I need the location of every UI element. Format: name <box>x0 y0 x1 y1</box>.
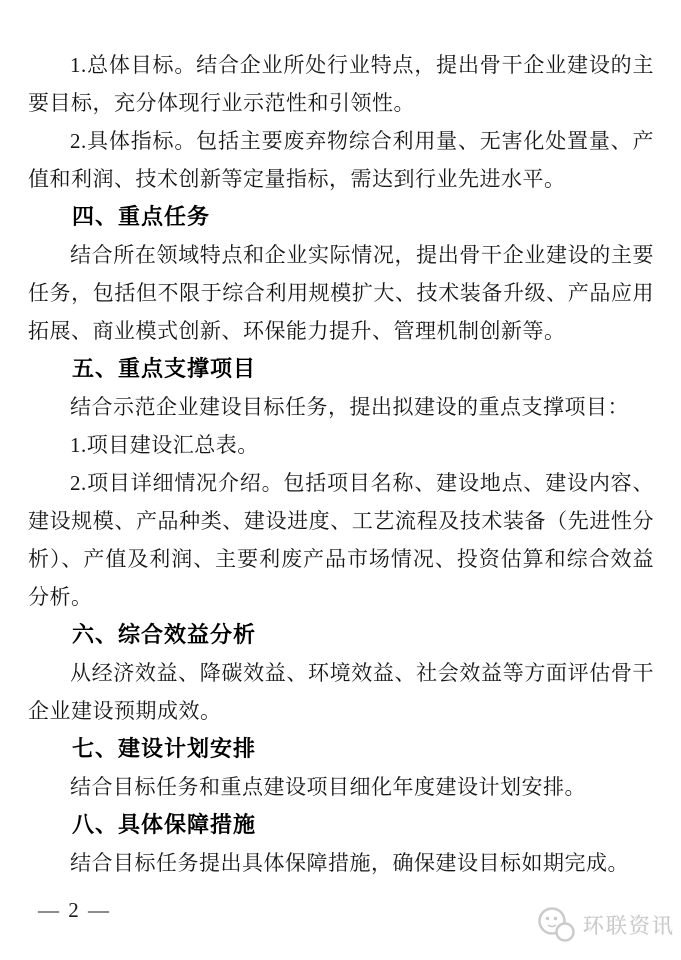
paragraph-support-projects-intro: 结合示范企业建设目标任务，提出拟建设的重点支撑项目： <box>70 395 629 419</box>
chat-bubbles-logo-icon <box>536 905 578 947</box>
watermark-brand-text: 环联资讯 <box>583 914 675 938</box>
watermark <box>536 904 675 948</box>
heading-key-support-projects: 五、重点支撑项目 <box>72 356 257 381</box>
heading-comprehensive-benefit-analysis: 六、综合效益分析 <box>72 622 257 647</box>
paragraph-safeguard-measures: 结合目标任务提出具体保障措施，确保建设目标如期完成。 <box>70 851 629 875</box>
heading-construction-plan: 七、建设计划安排 <box>72 736 257 761</box>
paragraph-key-tasks: 结合所在领域特点和企业实际情况，提出骨干企业建设的主要任务，包括但不限于综合利用规模扩大、技术装备升级、产品应用拓展、商业模式创新、环保能力提升、管理机制创新等。 <box>28 243 654 343</box>
paragraph-overall-goal: 1.总体目标。结合企业所处行业特点，提出骨干企业建设的主要目标，充分体现行业示范性和引领性。 <box>28 53 654 115</box>
heading-safeguard-measures: 八、具体保障措施 <box>72 812 257 837</box>
paragraph-project-summary-table: 1.项目建设汇总表。 <box>70 433 259 457</box>
paragraph-project-details: 2.项目详细情况介绍。包括项目名称、建设地点、建设内容、建设规模、产品种类、建设进度、工艺流程及技术装备（先进性分析）、产值及利润、主要利废产品市场情况、投资估算和综合效益分析。 <box>28 471 654 609</box>
paragraph-benefit-analysis: 从经济效益、降碳效益、环境效益、社会效益等方面评估骨干企业建设预期成效。 <box>28 661 654 723</box>
paragraph-specific-indicators: 2.具体指标。包括主要废弃物综合利用量、无害化处置量、产值和利润、技术创新等定量指标，需达到行业先进水平。 <box>28 129 654 191</box>
paragraph-construction-plan: 结合目标任务和重点建设项目细化年度建设计划安排。 <box>70 775 586 799</box>
heading-key-tasks: 四、重点任务 <box>72 204 211 229</box>
page-number: — 2 — <box>38 898 111 922</box>
